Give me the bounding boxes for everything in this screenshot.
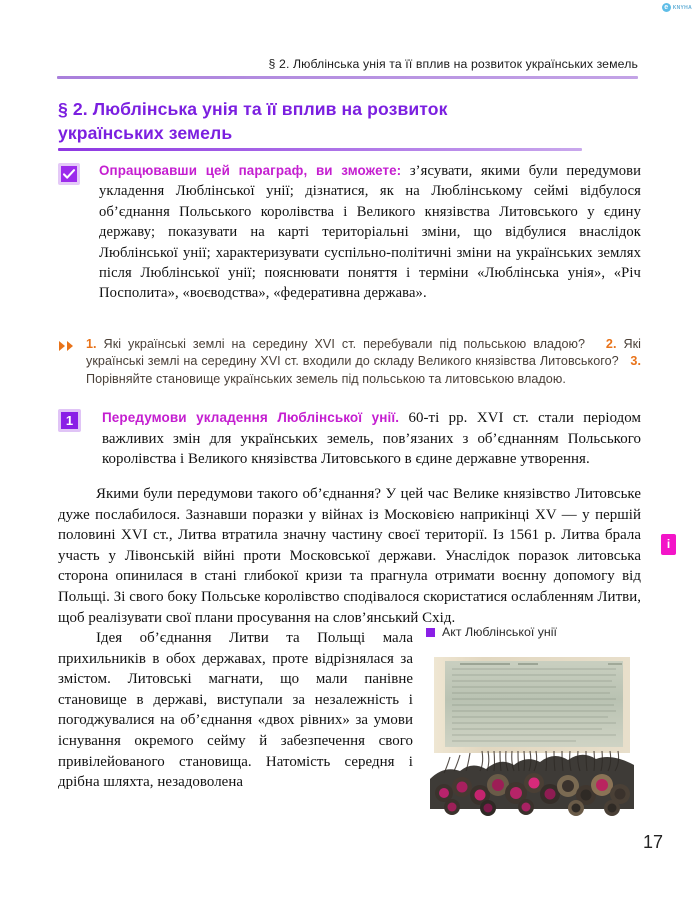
page-title: [58, 97, 618, 145]
learning-goals-block: [58, 161, 641, 304]
figure-caption-text: Акт Люблінської унії: [442, 625, 557, 639]
section-one-block: [58, 408, 641, 470]
page-number: 17: [642, 832, 663, 852]
learning-goals-lead: Опрацювавши цей параграф, ви зможете:: [99, 163, 402, 178]
checkmark-icon: [58, 163, 80, 185]
body-paragraph-3-wrapper: [58, 628, 413, 793]
watermark-label: KNYHA: [672, 4, 692, 11]
question-text-3: Порівняйте становище українських земель під польською та литовською владою.: [86, 371, 566, 386]
review-questions-block: [58, 336, 641, 388]
body-paragraph-2-wrapper: [58, 484, 641, 628]
review-questions-text: [86, 336, 641, 388]
figure-image: [426, 647, 638, 819]
watermark-glyph-icon: e: [662, 3, 671, 12]
caption-bullet-icon: [426, 628, 435, 637]
question-number-1: 1.: [86, 337, 97, 351]
section-number-badge: 1: [58, 409, 81, 432]
info-tab-marker[interactable]: i: [661, 534, 676, 555]
body-paragraph-2: Якими були передумови такого об’єднання? У цей час Велике князівство Литовське дуже послабилося. Зазнавши поразки у війнах із Московією наприкінці XV — у першій половині XVI ст., Литва втратила значну частину своєї території. Із 1561 р. Литва брала участь у Лівонській війні проти Московської держави. Унаслідок поразок литовська сторона опинилася в стані глибокої кризи та прагнула отримати воєнну допомогу від Польщі. Зі свого боку Польське королівство сподівалося скористатися ослабленням Литви, щоб реалізувати свої плани просування на слов’янський Схід.: [58, 486, 641, 626]
section-one-paragraph: [58, 408, 641, 470]
section-one-text: [58, 408, 641, 470]
question-text-2: Які українські землі на середину XVI ст. входили до складу Великого князівства Литовського?: [86, 337, 641, 369]
header-divider: [57, 76, 638, 79]
site-watermark-logo: [662, 3, 692, 12]
page-title-line-2: українських земель: [58, 123, 233, 143]
double-arrow-icon: [58, 339, 76, 351]
running-header: § 2. Люблінська унія та її вплив на розвиток українських земель: [268, 57, 638, 71]
question-text-1: Які українські землі на середину XVI ст. перебували під польською владою?: [103, 337, 586, 351]
title-divider: [58, 148, 582, 151]
figure-caption: [422, 625, 638, 639]
learning-goals-text: [99, 161, 641, 304]
learning-goals-body: з’ясувати, якими були передумови укладення Люблінської унії; дізнатися, як на Люблінському сеймі відбулося об’єднання Польського королівства і Великого князівства Литовського у єдину державу; показувати на карті територіальні зміни, що відбулися внаслідок Люблінської унії; характеризувати суспільно-політичні зміни на українських землях після Люблінської унії; пояснювати поняття і терміни «Люблінська унія», «Річ Посполита», «воєводства», «федеративна держава».: [99, 163, 641, 302]
body-paragraph-3: Ідея об’єднання Литви та Польщі мала прихильників в обох державах, проте відрізнялася за змістом. Литовські магнати, що мали панівне становище в державі, виступали за незалежність і погоджувалися на об’єднання «двох рівних» за умови існування окремого сейму й забезпечення свого привілейованого становища. Натомість середня і дрібна шляхта, незадоволена: [58, 630, 413, 791]
page-title-line-1: § 2. Люблінська унія та її вплив на розвиток: [58, 99, 448, 119]
figure-lublin-union-act: [422, 625, 638, 819]
question-number-3: 3.: [630, 354, 641, 369]
question-number-2: 2.: [605, 337, 617, 351]
section-one-lead: Передумови укладення Люблінської унії.: [102, 410, 400, 425]
section-one-body: 60-ті рр. XVI ст. стали періодом важливих змін для українських земель, пов’язаних з об’єднанням Польського королівства і Великого князівства Литовського в єдине державне утворення.: [102, 410, 641, 468]
